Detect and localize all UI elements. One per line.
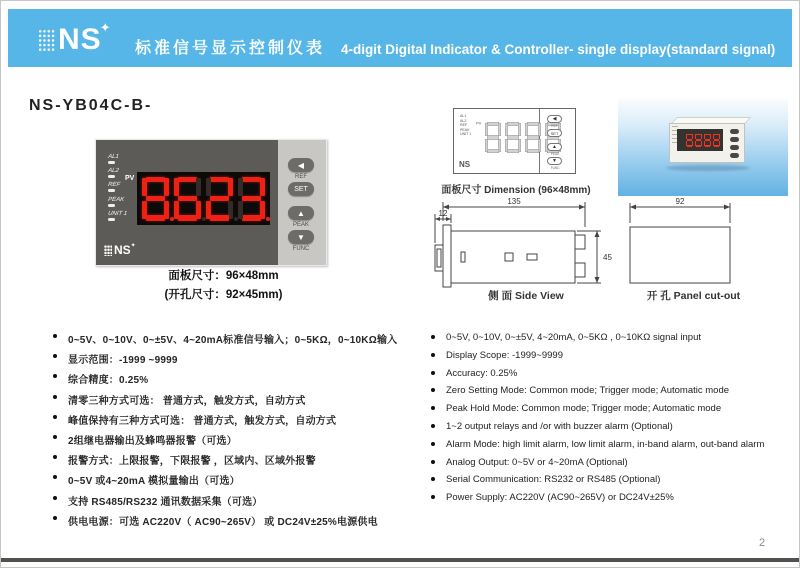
header-bar [8, 9, 792, 67]
device-shadow [666, 165, 750, 171]
feature-item: 0~5V、0~10V、0~±5V、4~20mA标准信号输入；0~5KΩ，0~10KΩ输入 [53, 331, 397, 346]
peak-button [288, 206, 314, 220]
front-panel-photo [95, 139, 327, 266]
photo-digits [685, 134, 721, 147]
feature-item: Alarm Mode: high limit alarm, low limit alarm, in-band alarm, out-band alarm [431, 439, 764, 450]
bullet-icon [53, 455, 57, 459]
cutout-size-caption: (开孔尺寸：92×45mm) [164, 289, 283, 301]
func-button [288, 230, 314, 244]
down-arrow-icon: ▼ [552, 158, 557, 164]
bullet-icon [431, 424, 435, 428]
device-button [730, 129, 739, 134]
model-heading: NS-YB04C-B- [29, 97, 153, 114]
feature-item: 报警方式：上限报警，下限报警 ，区域内、区域外报警 [53, 452, 397, 467]
bullet-icon [431, 353, 435, 357]
feature-item: 供电电源：可选 AC220V（ AC90~265V） 或 DC24V±25%电源供电 [53, 513, 397, 528]
drawing-indicators: AL1 AL2 REF PEAK UNIT 1 [460, 114, 472, 137]
page-number: 2 [759, 537, 766, 549]
bullet-icon [53, 496, 57, 500]
feature-item: Power Supply: AC220V (AC90~265V) or DC24V±25% [431, 492, 764, 503]
device-button [730, 145, 739, 150]
side-view-caption: 侧 面 Side View [488, 290, 564, 302]
feature-item: 2组继电器输出及蜂鸣器报警（可选） [53, 432, 397, 447]
feature-item: Peak Hold Mode: Common mode; Trigger mode; Automatic mode [431, 403, 764, 414]
device-front-face [669, 123, 745, 163]
feature-item: Analog Output: 0~5V or 4~20mA (Optional) [431, 457, 764, 468]
feature-item: Display Scope: -1999~9999 [431, 350, 764, 361]
led-icon [108, 161, 115, 164]
bullet-icon [53, 354, 57, 358]
feature-item: 综合精度：0.25% [53, 371, 397, 386]
bullet-icon [53, 415, 57, 419]
bullet-icon [53, 475, 57, 479]
dim-92: 92 [675, 197, 685, 206]
features-list-en [431, 332, 764, 510]
dim-135: 135 [507, 197, 521, 206]
ref-button [547, 115, 562, 123]
indicator-column [108, 154, 127, 225]
pv-label: PV [476, 121, 482, 126]
feature-item: 支持 RS485/RS232 通讯数据采集（可选） [53, 493, 397, 508]
bullet-icon [431, 388, 435, 392]
led-icon [108, 204, 115, 207]
feature-item: 0~5V, 0~10V, 0~±5V, 4~20mA, 0~5KΩ , 0~10KΩ signal input [431, 332, 764, 343]
header-title-en: 4-digit Digital Indicator & Controller- single display(standard signal) [341, 42, 776, 57]
feature-item: Serial Communication: RS232 or RS485 (Optional) [431, 474, 764, 485]
feature-item: 显示范围：-1999 ~9999 [53, 351, 397, 366]
indicator-al2: AL2 [108, 168, 127, 178]
led-icon [108, 218, 115, 221]
indicator-unit: UNIT 1 [108, 211, 127, 221]
panel-ns-logo: NS ✦ [104, 244, 136, 256]
logo-dots-pattern [38, 29, 55, 51]
logo-dots-pattern [104, 245, 112, 256]
feature-item: 峰值保持有三种方式可选： 普通方式，触发方式，自动方式 [53, 412, 397, 427]
bullet-icon [431, 335, 435, 339]
device-button [730, 137, 739, 142]
down-arrow-icon: ▼ [297, 232, 305, 242]
ns-logo [38, 20, 113, 57]
header-title-zh: 标准信号显示控制仪表 [135, 40, 326, 57]
dim-45: 45 [603, 253, 612, 262]
bullet-icon [53, 516, 57, 520]
panel-size-caption: 面板尺寸：96×48mm [168, 270, 279, 282]
indicator-ref: REF [108, 182, 127, 192]
up-arrow-icon: ▲ [552, 144, 557, 150]
bottom-rule [1, 558, 799, 562]
feature-item: 1~2 output relays and /or with buzzer alarm (Optional) [431, 421, 764, 432]
set-button: SET [547, 129, 562, 137]
product-photo [618, 98, 788, 196]
func-button [547, 157, 562, 165]
device-button [730, 153, 739, 158]
pv-label: PV [125, 175, 135, 182]
device-display-window [677, 129, 723, 151]
display-digits [140, 177, 268, 221]
logo-text: NS [58, 23, 102, 56]
star-icon: ✦ [99, 20, 111, 35]
indicator-peak: PEAK [108, 197, 127, 207]
dimension-caption: 面板尺寸 Dimension (96×48mm) [441, 185, 591, 196]
bullet-icon [431, 442, 435, 446]
ref-button-label: REF [295, 174, 307, 180]
bullet-icon [53, 374, 57, 378]
indicator-al1: AL1 [108, 154, 127, 164]
bullet-icon [431, 371, 435, 375]
feature-item: 清零三种方式可选： 普通方式，触发方式，自动方式 [53, 392, 397, 407]
left-arrow-icon: ◀ [297, 160, 305, 170]
dim-12: 12 [438, 209, 448, 218]
seven-segment-display [137, 172, 270, 225]
func-button-label: FUNC [292, 246, 310, 252]
panel-dimension-drawing: AL1 AL2 REF PEAK UNIT 1 PV NS ◀ REF SET ▲ PEAK ▼ FUNC [453, 108, 576, 174]
led-icon [108, 175, 115, 178]
bullet-icon [53, 395, 57, 399]
bullet-icon [431, 477, 435, 481]
up-arrow-icon: ▲ [297, 208, 305, 218]
ref-button [288, 158, 314, 172]
bullet-icon [431, 406, 435, 410]
bullet-icon [431, 460, 435, 464]
feature-item: Accuracy: 0.25% [431, 368, 764, 379]
drawing-ns-logo: NS [459, 160, 471, 169]
star-icon: ✦ [130, 242, 136, 249]
feature-item: 0~5V 或4~20mA 模拟量输出（可选） [53, 472, 397, 487]
peak-button-label: PEAK [292, 222, 309, 228]
left-arrow-icon: ◀ [552, 116, 557, 122]
peak-button [547, 143, 562, 151]
bullet-icon [53, 334, 57, 338]
set-button: SET [288, 182, 314, 196]
panel-cutout-drawing [623, 197, 763, 292]
panel-cutout-caption: 开 孔 Panel cut-out [646, 290, 741, 302]
led-icon [108, 189, 115, 192]
side-view-drawing [429, 197, 619, 292]
features-list-zh [53, 331, 397, 533]
bullet-icon [53, 435, 57, 439]
bullet-icon [431, 495, 435, 499]
feature-item: Zero Setting Mode: Common mode; Trigger mode; Automatic mode [431, 385, 764, 396]
